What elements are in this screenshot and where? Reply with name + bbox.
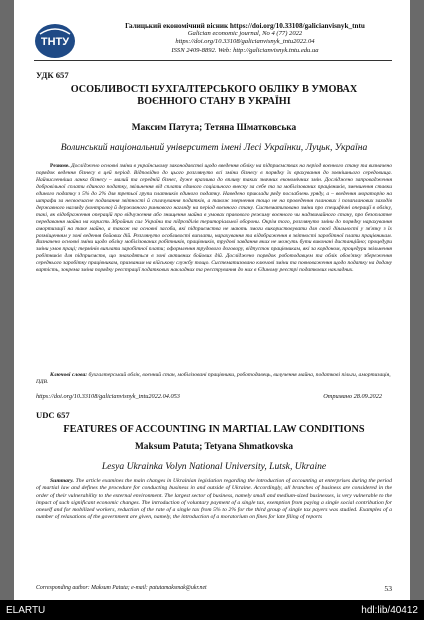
ua-abstract bbox=[36, 163, 392, 274]
page-footer bbox=[36, 585, 392, 591]
en-abstract-text: The article examines the main changes in Ukrainian legislation regarding the introduction of accounting at enterprises during the period of martial law and defines the procedure for conducting business in and outside of Ukraine. Accordingly, all branches of business are considered in the order of their vulnerability to the external environment. The largest sector of business, namely small and medium-sized businesses, is very vulnerable to the impact of such significant economic changes. The introduction of voluntary payment of a single tax, exemption from paying a single social contribution for oneself and for mobilized workers, reduction of the rate of a single tax from 5% to 2% for the third group of single tax payers was studied. Examples of a number of relaxations of the government are given, namely, the introduction of a moratorium on fines for late filing of reports bbox=[36, 478, 392, 521]
ua-affiliation: Волинський національний університет імені Лесі Українки, Луцьк, Україна bbox=[60, 142, 368, 153]
journal-line-1: Галицький економічний вісник https://doi.org/10.33108/galicianvisnyk_tntu bbox=[125, 22, 365, 30]
journal-logo-icon bbox=[34, 22, 76, 60]
document-page bbox=[14, 0, 410, 600]
en-authors: Maksum Patuta; Tetyana Shmatkovska bbox=[134, 442, 294, 452]
ua-title-line-2: ВОЄННОГО СТАНУ В УКРАЇНІ bbox=[137, 96, 291, 107]
en-abstract bbox=[36, 478, 392, 522]
ua-title bbox=[44, 84, 384, 108]
repository-name: ELARTU bbox=[6, 605, 46, 616]
journal-header bbox=[34, 20, 404, 64]
article-doi[interactable]: https://doi.org/10.33108/galicianvisnyk_tntu2022.04.053 bbox=[36, 393, 180, 400]
corresponding-author: Corresponding author: Maksum Patuta; e-mail: patutamaksmak@ukr.net bbox=[36, 585, 207, 591]
ua-keywords-label: Ключові слова: bbox=[50, 372, 88, 378]
journal-line-4: ISSN 2409-8892. Web: http://galicianvisnyk.tntu.edu.ua bbox=[171, 46, 319, 54]
logo-text: ТНТУ bbox=[40, 36, 70, 48]
page-number: 53 bbox=[384, 584, 392, 593]
en-title: FEATURES OF ACCOUNTING IN MARTIAL LAW CONDITIONS bbox=[63, 424, 365, 435]
en-abstract-label: Summary. bbox=[50, 478, 74, 484]
header-rule bbox=[34, 60, 392, 61]
ua-keywords-text: бухгалтерський облік, воєнний стан, мобілізовані працівники, роботодавець, вилучення майна, податкові пільги, амортизація, ПДВ. bbox=[36, 372, 391, 385]
ua-keywords bbox=[36, 372, 392, 386]
ua-udc: УДК 657 bbox=[36, 70, 69, 80]
received-date: Отримано 28.09.2022 bbox=[323, 393, 382, 400]
journal-line-2: Galician economic journal, No 4 (77) 2022 bbox=[187, 30, 303, 38]
ua-abstract-text: Досліджено основні зміни в українському законодавстві щодо введення обліку на підприємствах на період воєнного стану та визначено порядок ведення бізнесу в цей період. Відповідно до цього розглянуто всі зміни бізнесу в порядку їх врахування до зовнішнього середовища. Найчисленніша ланка бізнесу – малий та середній бізнес, дуже вразлива до впливу таких значних економічних змін. Досліджено запровадження добровільної сплати єдиного податку, звільнення від сплати єдиного соціального внеску за себе та за мобілізованих працівників, зменшення ставки єдиного податку з 5% до 2% для третьої групи платників єдиного податку. Наведено приклади ряду послаблень уряду, а – введення мораторію на штрафи за несвоєчасне подавання звітності й сплачування податків, а також звернення тощо не на проведення планових і позапланових заходів державного нагляду (контролю) й державного ринкового нагляду на період воєнного стану. Систематизовано зміни про специфічні операції в обліку, такі, як відображення операцій про відчуження або знищення майна в умовах правового режиму воєнного чи надзвичайного стану, про безоплатне передавання майна на користь Збройних сил України та підрозділів територіальної оборони. Окрім того, розглянуто зміни до порядку нарахування амортизації на таке майно, а також на основні засоби, які підприємства не мають змоги використовувати для своєї діяльності у зв'язку з їх розміщенням у зоні ведення бойових дій. Розглянуто особливості виплати, нарахування та відображення в звітності заробітної плати працівникам. Визначено основні зміни щодо обліку мобілізованих робітників, працівників, трудові завдання яких не можуть бути виконані дистанційно; процедури зміни умов праці; термінів виплати заробітної плати; оформлення трудового договору, відпусток працівникам, які за кордоном, процедури звільнення робітників для підприємств, що знаходяться в зоні активних бойових дій. Досліджено порядок роботодавцем та облік обов'язку збереження середнього заробітку працівникам, призваним на військову службу тощо. Систематизовано ключові зміни та повноваження щодо податку на додану вартість, зокрема зміна порядку реєстрації податкових накладних та реєстрування до них в Єдиному реєстрі податкових накладних. bbox=[36, 163, 393, 274]
journal-info bbox=[86, 22, 404, 55]
en-affiliation: Lesya Ukrainka Volyn National University, Lutsk, Ukraine bbox=[101, 461, 327, 472]
status-bar bbox=[0, 600, 424, 620]
handle-identifier: hdl:lib/40412 bbox=[361, 605, 418, 616]
journal-line-3: https://doi.org/10.33108/galicianvisnyk_tntu2022.04 bbox=[175, 38, 315, 46]
ua-title-line-1: ОСОБЛИВОСТІ БУХГАЛТЕРСЬКОГО ОБЛІКУ В УМОВАХ bbox=[70, 84, 358, 95]
ua-abstract-label: Резюме. bbox=[50, 163, 70, 169]
en-udc: UDC 657 bbox=[36, 410, 70, 420]
ua-authors: Максим Патута; Тетяна Шматковська bbox=[131, 123, 297, 133]
